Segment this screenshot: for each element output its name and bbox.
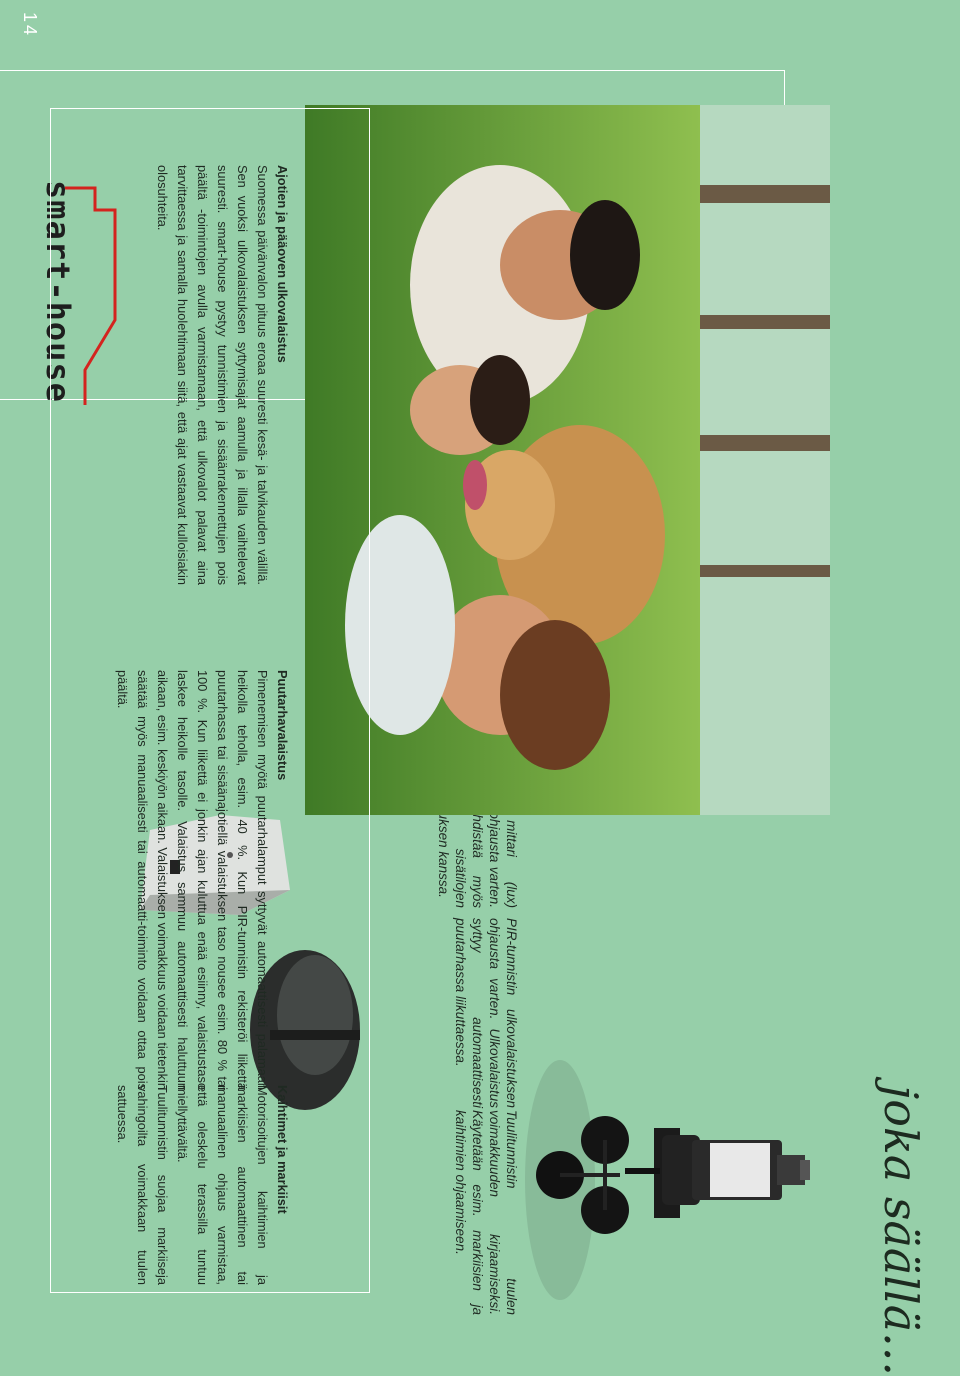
section-heading: Ajotien ja pääoven ulkovalaistus xyxy=(275,165,290,363)
brand-name: smart-house xyxy=(39,180,77,403)
section-heading: Kaihtimet ja markiisit xyxy=(275,1085,290,1214)
headline: joka säällä... xyxy=(874,1085,928,1376)
wind-sensor-caption: Tuulitunnistin tuulen voimakkuuden kirjaamiseksi. Käytetään esim. markiisien ja kaihtimien ohjaamiseen. xyxy=(453,1110,519,1315)
page-number: 14 xyxy=(20,12,40,39)
wind-sensor-image xyxy=(510,1030,810,1310)
section-body: Suomessa päivänvalon pituus eroaa suuresti kesä- ja talvikauden välillä. Sen vuoksi ulkovalaistuksen syttymisajat aamulla ja illalla vaihtelevat suuresti. smart-house pystyy tunnistimien ja sisäänrakennettujen pois päältä -toimintojen avulla varmistamaan, että ulkovalot palavat aina tarvittaessa ja samalla huolehtimaan siitä, että ajat vastaavat kulloisiakin olosuhteita. xyxy=(155,165,270,585)
section-body: Motorisoitujen kaihtimien ja markiisien automaattinen tai manuaalinen ohjaus varmistaa, että oleskelu terassilla tuntuu miellyttävältä. xyxy=(175,1085,270,1285)
pir-sensor-caption: PIR-tunnistin ulkovalaistuksen ohjausta varten. Ulkovalaistus syttyy automaattisesti puutarhassa liikuttaessa. xyxy=(453,918,519,1108)
family-photo xyxy=(305,105,830,815)
section-driveway-lighting xyxy=(152,165,292,585)
section-extra: Tuulitunnistin suojaa markiiseja vahingoilta voimakkaan tuulen sattuessa. xyxy=(115,1085,170,1285)
section-body: Pimenemisen myötä puutarhalamput syttyvät automaattisesti palamaan heikolla teholla, esim. 40 %. Kun PIR-tunnistin rekisteröi liikettä puutarhassa tai sisäänajotiellä valaistuksen taso nousee esim. 80 % tai 100 %. Kun liikettä ei jonkin ajan kuluttua enää esiinny, valaistustaso laskee heikolle tasolle. Valaistus sammuu automaattisesti haluttuun aikaan, esim. keskiyön aikaan. Valaistuksen voimakkuus voidaan tietenkin säätää myös manuaalisesti tai automaatti-toiminto voidaan ottaa pois päältä. xyxy=(115,670,270,1090)
section-blinds-awnings xyxy=(112,1085,292,1285)
section-heading: Puutarhavalaistus xyxy=(275,670,290,781)
section-garden-lighting xyxy=(112,670,292,1090)
